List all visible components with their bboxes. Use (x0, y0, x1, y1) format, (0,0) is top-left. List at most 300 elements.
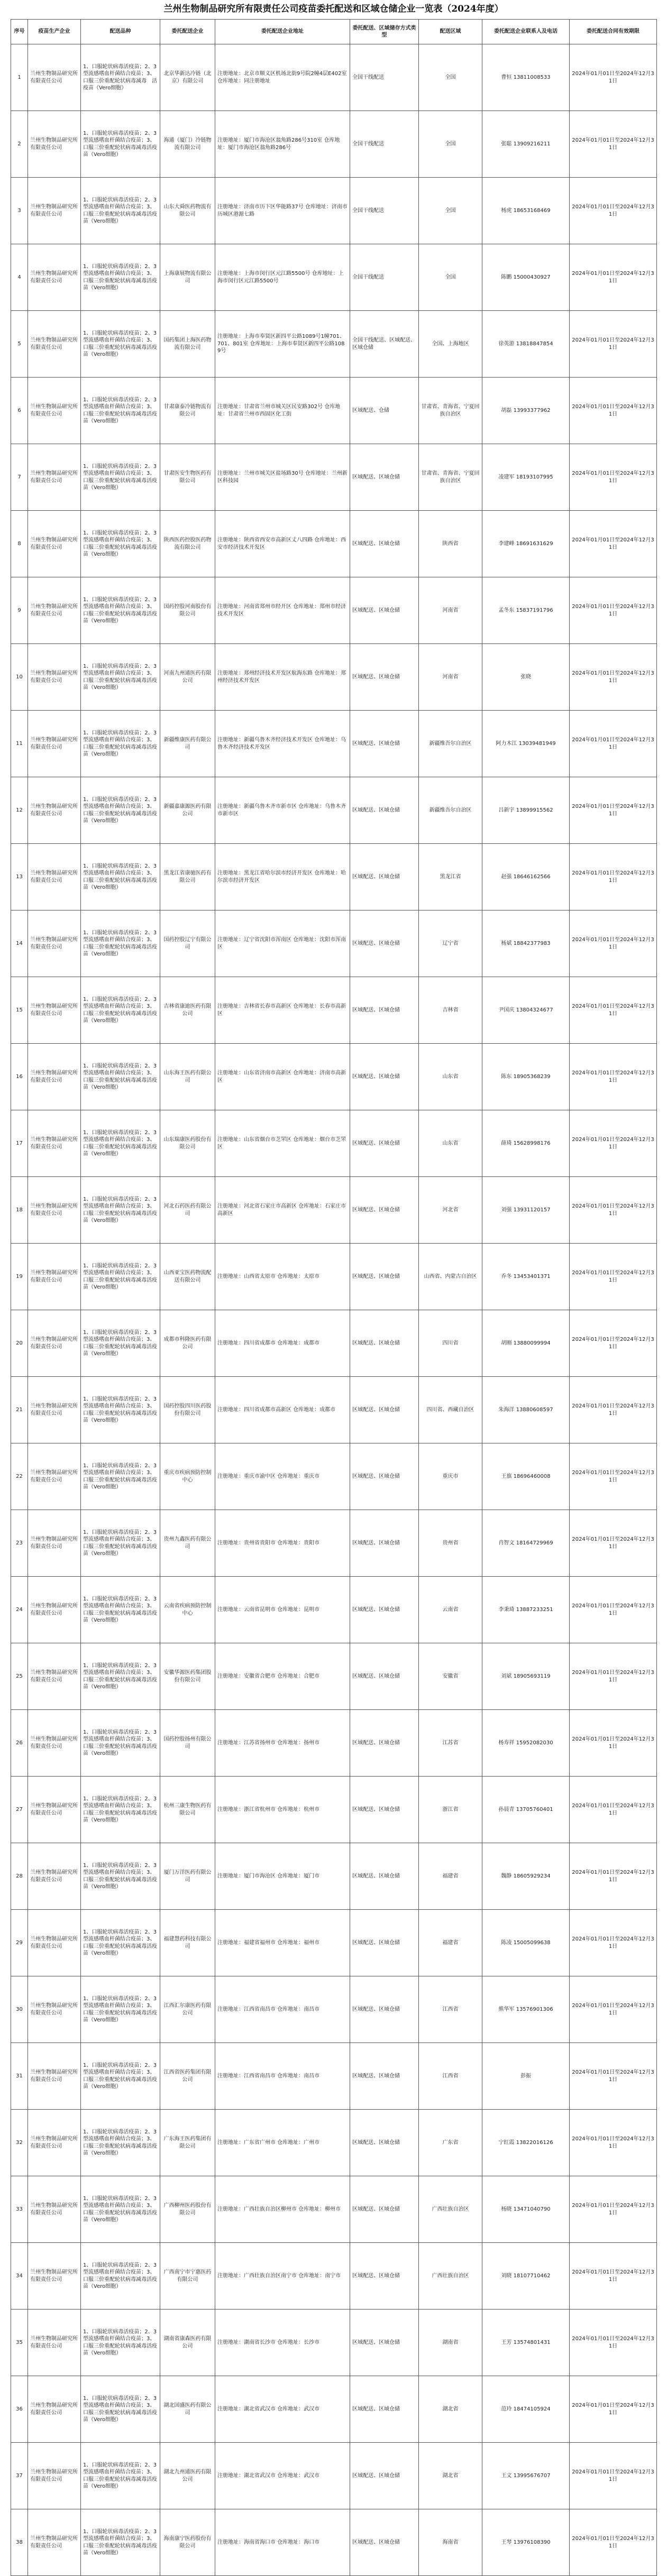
cell-period: 2024年01月01日至2024年12月31日 (570, 1777, 657, 1843)
table-row (11, 777, 657, 844)
table-row (11, 2110, 657, 2176)
cell-index: 13 (11, 844, 28, 910)
cell-products: 1、口服轮状病毒活疫苗；2、3型流感嗜血杆菌结合疫苗；3、口服三价重配轮状病毒减毒活疫苗（Vero细胞） (81, 1310, 160, 1377)
cell-period: 2024年01月01日至2024年12月31日 (570, 511, 657, 577)
cell-period: 2024年01月01日至2024年12月31日 (570, 1310, 657, 1377)
cell-consignee: 厦门万洋医药有限公司 (160, 1843, 215, 1910)
cell-scope: 江西省 (419, 1976, 482, 2043)
table-row (11, 44, 657, 111)
cell-consignee: 北京华新达冷链（北京）有限公司 (160, 44, 215, 111)
cell-consignee: 山东瑞康医药股份有限公司 (160, 1110, 215, 1177)
cell-contact: 孙晨青 13705760401 (482, 1777, 570, 1843)
cell-address: 注册地址：重庆市渝中区 仓库地址：重庆市 (215, 1443, 350, 1510)
cell-contact: 刘晓 18107710462 (482, 2243, 570, 2310)
cell-products: 1、口服轮状病毒活疫苗；2、3型流感嗜血杆菌结合疫苗；3、口服三价重配轮状病毒减毒活疫苗（Vero细胞） (81, 311, 160, 378)
cell-address: 注册地址：福建省福州市 仓库地址：福州市 (215, 1910, 350, 1976)
cell-type: 区域配送、区域仓储 (350, 1310, 419, 1377)
cell-type: 区域配送、仓储 (350, 378, 419, 444)
cell-type: 区域配送、区域仓储 (350, 1777, 419, 1843)
document-title: 兰州生物制品研究所有限责任公司疫苗委托配送和区域仓储企业一览表（2024年度） (163, 4, 504, 14)
cell-index: 21 (11, 1377, 28, 1443)
cell-period: 2024年01月01日至2024年12月31日 (570, 1910, 657, 1976)
cell-consignee: 湖北国盛医药有限公司 (160, 2376, 215, 2443)
cell-consignee: 云南省疾病预防控制中心 (160, 1577, 215, 1643)
cell-type: 区域配送、区域仓储 (350, 2110, 419, 2176)
cell-products: 1、口服轮状病毒活疫苗；2、3型流感嗜血杆菌结合疫苗；3、口服三价重配轮状病毒减毒活疫苗（Vero细胞） (81, 1443, 160, 1510)
cell-contact: 张聪 13909216211 (482, 111, 570, 178)
table-row (11, 1110, 657, 1177)
cell-type: 区域配送、区域仓储 (350, 777, 419, 844)
table-row (11, 511, 657, 577)
cell-type: 区域配送、区域仓储 (350, 711, 419, 777)
table-row (11, 1510, 657, 1577)
cell-period: 2024年01月01日至2024年12月31日 (570, 910, 657, 977)
cell-maker: 兰州生物制品研究所有限责任公司 (28, 1710, 81, 1777)
cell-maker: 兰州生物制品研究所有限责任公司 (28, 444, 81, 511)
cell-period: 2024年01月01日至2024年12月31日 (570, 1976, 657, 2043)
table-row (11, 711, 657, 777)
cell-products: 1、口服轮状病毒活疫苗；2、3型流感嗜血杆菌结合疫苗；3、口服三价重配轮状病毒减毒活疫苗（Vero细胞） (81, 1044, 160, 1110)
cell-products: 1、口服轮状病毒活疫苗；2、3型流感嗜血杆菌结合疫苗；3、口服三价重配轮状病毒减毒活疫苗（Vero细胞） (81, 178, 160, 244)
cell-scope: 安徽省 (419, 1643, 482, 1710)
cell-maker: 兰州生物制品研究所有限责任公司 (28, 1510, 81, 1577)
cell-period: 2024年01月01日至2024年12月31日 (570, 111, 657, 178)
cell-products: 1、口服轮状病毒活疫苗；2、3型流感嗜血杆菌结合疫苗；3、口服三价重配轮状病毒减毒活疫苗（Vero细胞） (81, 977, 160, 1044)
cell-maker: 兰州生物制品研究所有限责任公司 (28, 2110, 81, 2176)
cell-maker: 兰州生物制品研究所有限责任公司 (28, 910, 81, 977)
cell-contact: 胡刚 13880099994 (482, 1310, 570, 1377)
cell-contact: 陈鹏 15000430927 (482, 244, 570, 311)
table-row (11, 2243, 657, 2310)
cell-index: 14 (11, 910, 28, 977)
cell-contact: 杨斌 18842377983 (482, 910, 570, 977)
cell-scope: 甘肃省、青海省、宁夏回族自治区 (419, 378, 482, 444)
cell-period: 2024年01月01日至2024年12月31日 (570, 1044, 657, 1110)
table-row (11, 910, 657, 977)
cell-maker: 兰州生物制品研究所有限责任公司 (28, 1643, 81, 1710)
cell-products: 1、口服轮状病毒活疫苗；2、3型流感嗜血杆菌结合疫苗；3、口服三价重配轮状病毒减毒活疫苗（Vero细胞） (81, 2509, 160, 2576)
cell-maker: 兰州生物制品研究所有限责任公司 (28, 844, 81, 910)
cell-index: 12 (11, 777, 28, 844)
cell-index: 6 (11, 378, 28, 444)
cell-products: 1、口服轮状病毒活疫苗；2、3型流感嗜血杆菌结合疫苗；3、口服三价重配轮状病毒减毒活疫苗（Vero细胞） (81, 1577, 160, 1643)
cell-contact: 孟冬东 15837191796 (482, 577, 570, 644)
cell-type: 区域配送、区域仓储 (350, 1976, 419, 2043)
cell-products: 1、口服轮状病毒活疫苗；2、3型流感嗜血杆菌结合疫苗；3、口服三价重配轮状病毒减毒活疫苗（Vero细胞） (81, 644, 160, 711)
cell-consignee: 国药集团上海医药物流有限公司 (160, 311, 215, 378)
cell-maker: 兰州生物制品研究所有限责任公司 (28, 1244, 81, 1310)
cell-consignee: 山西亚宝医药物流配送有限公司 (160, 1244, 215, 1310)
cell-scope: 黑龙江省 (419, 844, 482, 910)
cell-products: 1、口服轮状病毒活疫苗；2、3型流感嗜血杆菌结合疫苗；3、口服三价重配轮状病毒减毒活疫苗（Vero细胞） (81, 2110, 160, 2176)
cell-products: 1、口服轮状病毒活疫苗；2、3型流感嗜血杆菌结合疫苗；3、口服三价重配轮状病毒减毒活疫苗（Vero细胞） (81, 577, 160, 644)
cell-scope: 云南省 (419, 1577, 482, 1643)
cell-address: 注册地址：四川省成都市高新区 仓库地址：成都市 (215, 1377, 350, 1443)
cell-maker: 兰州生物制品研究所有限责任公司 (28, 1843, 81, 1910)
col-header-period: 委托配送合同有效期限 (570, 20, 657, 44)
cell-scope: 全国 (419, 111, 482, 178)
cell-contact: 宁红霞 13822016126 (482, 2110, 570, 2176)
cell-address: 注册地址：甘肃省兰州市城关区民安路302号 仓库地址：甘肃省兰州市西固区化工街 (215, 378, 350, 444)
cell-contact: 杨虎 18653168469 (482, 178, 570, 244)
cell-contact: 刘强 13931120157 (482, 1177, 570, 1244)
cell-contact: 徐英游 13818847854 (482, 311, 570, 378)
cell-type: 全国干线配送 (350, 44, 419, 111)
col-header-maker: 疫苗生产企业 (28, 20, 81, 44)
cell-address: 注册地址：湖北省武汉市 仓库地址：武汉市 (215, 2443, 350, 2509)
cell-address: 注册地址：上海市闵行区元江路5500号 仓库地址：上海市闵行区元江路5500号 (215, 244, 350, 311)
cell-scope: 江苏省 (419, 1710, 482, 1777)
cell-period: 2024年01月01日至2024年12月31日 (570, 44, 657, 111)
cell-consignee: 福建慧药科技有限公司 (160, 1910, 215, 1976)
col-header-products: 配送品种 (81, 20, 160, 44)
table-row (11, 178, 657, 244)
cell-consignee: 海通（厦门）冷链物流有限公司 (160, 111, 215, 178)
table-row (11, 2376, 657, 2443)
cell-products: 1、口服轮状病毒活疫苗；2、3型流感嗜血杆菌结合疫苗；3、口服三价重配轮状病毒减毒活疫苗（Vero细胞） (81, 2376, 160, 2443)
cell-consignee: 陕西医药控股医药物流有限公司 (160, 511, 215, 577)
cell-products: 1、口服轮状病毒活疫苗；2、3型流感嗜血杆菌结合疫苗；3、口服三价重配轮状病毒减毒活疫苗（Vero细胞） (81, 1910, 160, 1976)
cell-products: 1、口服轮状病毒活疫苗；2、3型流感嗜血杆菌结合疫苗；3、口服三价重配轮状病毒减毒活疫苗（Vero细胞） (81, 1377, 160, 1443)
cell-consignee: 吉林省康迪医药有限公司 (160, 977, 215, 1044)
cell-contact: 李秉琦 13887233251 (482, 1577, 570, 1643)
cell-index: 29 (11, 1910, 28, 1976)
cell-period: 2024年01月01日至2024年12月31日 (570, 1510, 657, 1577)
table-row (11, 2509, 657, 2576)
cell-contact: 乔冬 13453401371 (482, 1244, 570, 1310)
cell-index: 1 (11, 44, 28, 111)
cell-maker: 兰州生物制品研究所有限责任公司 (28, 44, 81, 111)
cell-type: 区域配送、区域仓储 (350, 2310, 419, 2376)
cell-contact: 李建峰 18691631629 (482, 511, 570, 577)
cell-index: 19 (11, 1244, 28, 1310)
cell-address: 注册地址：陕西省西安市高新区丈八四路 仓库地址：西安市经济技术开发区 (215, 511, 350, 577)
cell-consignee: 国药控股扬州有限公司 (160, 1710, 215, 1777)
cell-maker: 兰州生物制品研究所有限责任公司 (28, 1577, 81, 1643)
cell-period: 2024年01月01日至2024年12月31日 (570, 1577, 657, 1643)
cell-index: 26 (11, 1710, 28, 1777)
cell-maker: 兰州生物制品研究所有限责任公司 (28, 311, 81, 378)
cell-address: 注册地址：山东省济南市高新区 仓库地址：济南市高新区 (215, 1044, 350, 1110)
col-header-contact: 委托配送企业联系人及电话 (482, 20, 570, 44)
table-row (11, 1710, 657, 1777)
cell-scope: 甘肃省、青海省、宁夏回族自治区 (419, 444, 482, 511)
cell-address: 注册地址：江西省南昌市 仓库地址：南昌市 (215, 1976, 350, 2043)
table-row (11, 1044, 657, 1110)
cell-consignee: 上海康展物流有限公司 (160, 244, 215, 311)
table-row (11, 311, 657, 378)
table-row (11, 1843, 657, 1910)
cell-scope: 重庆市 (419, 1443, 482, 1510)
cell-address: 注册地址：辽宁省沈阳市浑南区 仓库地址：沈阳市浑南区 (215, 910, 350, 977)
cell-contact: 胡磊 13993377962 (482, 378, 570, 444)
cell-maker: 兰州生物制品研究所有限责任公司 (28, 577, 81, 644)
cell-products: 1、口服轮状病毒活疫苗；2、3型流感嗜血杆菌结合疫苗；3、口服三价重配轮状病毒减毒活疫苗（Vero细胞） (81, 244, 160, 311)
cell-period: 2024年01月01日至2024年12月31日 (570, 178, 657, 244)
cell-address: 注册地址：吉林省长春市高新区 仓库地址：长春市高新区 (215, 977, 350, 1044)
table-row (11, 1244, 657, 1310)
cell-contact: 曹恒 13811008533 (482, 44, 570, 111)
cell-scope: 湖北省 (419, 2443, 482, 2509)
col-header-index: 序号 (11, 20, 28, 44)
cell-type: 全国干线配送 (350, 111, 419, 178)
cell-maker: 兰州生物制品研究所有限责任公司 (28, 2043, 81, 2110)
cell-maker: 兰州生物制品研究所有限责任公司 (28, 777, 81, 844)
cell-maker: 兰州生物制品研究所有限责任公司 (28, 2310, 81, 2376)
cell-maker: 兰州生物制品研究所有限责任公司 (28, 1044, 81, 1110)
cell-scope: 福建省 (419, 1910, 482, 1976)
cell-address: 注册地址：新疆乌鲁木齐市新市区 仓库地址：乌鲁木齐市新市区 (215, 777, 350, 844)
cell-scope: 湖南省 (419, 2310, 482, 2376)
cell-period: 2024年01月01日至2024年12月31日 (570, 1110, 657, 1177)
cell-maker: 兰州生物制品研究所有限责任公司 (28, 2376, 81, 2443)
cell-index: 4 (11, 244, 28, 311)
cell-consignee: 江西省医药集团有限公司 (160, 2043, 215, 2110)
cell-products: 1、口服轮状病毒活疫苗；2、3型流感嗜血杆菌结合疫苗；3、口服三价重配轮状病毒减毒活疫苗（Vero细胞） (81, 1710, 160, 1777)
cell-period: 2024年01月01日至2024年12月31日 (570, 1377, 657, 1443)
cell-index: 2 (11, 111, 28, 178)
cell-maker: 兰州生物制品研究所有限责任公司 (28, 1377, 81, 1443)
cell-index: 27 (11, 1777, 28, 1843)
table-row (11, 644, 657, 711)
cell-period: 2024年01月01日至2024年12月31日 (570, 1710, 657, 1777)
cell-address: 注册地址：上海市奉贤区新四平公路1089号1幢701、701、801室 仓库地址：上海市奉贤区新四平公路1089号 (215, 311, 350, 378)
cell-contact: 范玲 18474105924 (482, 2376, 570, 2443)
col-header-type: 委托配送、区域储存方式类型 (350, 20, 419, 44)
table-row (11, 1310, 657, 1377)
cell-consignee: 杭州三康生物医药有限公司 (160, 1777, 215, 1843)
cell-scope: 新疆维吾尔自治区 (419, 777, 482, 844)
cell-consignee: 国药控股河南股份有限公司 (160, 577, 215, 644)
cell-period: 2024年01月01日至2024年12月31日 (570, 2376, 657, 2443)
cell-address: 注册地址：新疆乌鲁木齐经济技术开发区 仓库地址：乌鲁木齐经济技术开发区 (215, 711, 350, 777)
cell-address: 注册地址：河南省郑州市经开区 仓库地址：郑州市经济技术开发区 (215, 577, 350, 644)
cell-contact: 刘斌 18905693119 (482, 1643, 570, 1710)
table-row (11, 444, 657, 511)
cell-contact: 薛琦 15628998176 (482, 1110, 570, 1177)
cell-consignee: 甘肃康泰冷链物流有限公司 (160, 378, 215, 444)
cell-index: 25 (11, 1643, 28, 1710)
cell-period: 2024年01月01日至2024年12月31日 (570, 311, 657, 378)
cell-products: 1、口服轮状病毒活疫苗；2、3型流感嗜血杆菌结合疫苗；3、口服三价重配轮状病毒减毒活疫苗（Vero细胞） (81, 1777, 160, 1843)
cell-index: 30 (11, 1976, 28, 2043)
cell-address: 注册地址：云南省昆明市 仓库地址：昆明市 (215, 1577, 350, 1643)
cell-period: 2024年01月01日至2024年12月31日 (570, 2043, 657, 2110)
cell-period: 2024年01月01日至2024年12月31日 (570, 2310, 657, 2376)
cell-consignee: 重庆市疾病预防控制中心 (160, 1443, 215, 1510)
cell-period: 2024年01月01日至2024年12月31日 (570, 2176, 657, 2243)
cell-scope: 广西壮族自治区 (419, 2243, 482, 2310)
cell-maker: 兰州生物制品研究所有限责任公司 (28, 178, 81, 244)
cell-address: 注册地址：海南省海口市 仓库地址：海口市 (215, 2509, 350, 2576)
cell-maker: 兰州生物制品研究所有限责任公司 (28, 111, 81, 178)
cell-contact: 朱海洋 13880608597 (482, 1377, 570, 1443)
cell-address: 注册地址：山西省太原市 仓库地址：太原市 (215, 1244, 350, 1310)
cell-period: 2024年01月01日至2024年12月31日 (570, 2243, 657, 2310)
cell-period: 2024年01月01日至2024年12月31日 (570, 977, 657, 1044)
cell-type: 区域配送、区域仓储 (350, 1244, 419, 1310)
cell-type: 区域配送、区域仓储 (350, 2443, 419, 2509)
table-row (11, 1976, 657, 2043)
cell-period: 2024年01月01日至2024年12月31日 (570, 2110, 657, 2176)
cell-address: 注册地址：广西壮族自治区南宁市 仓库地址：南宁市 (215, 2243, 350, 2310)
cell-period: 2024年01月01日至2024年12月31日 (570, 378, 657, 444)
cell-maker: 兰州生物制品研究所有限责任公司 (28, 711, 81, 777)
cell-scope: 江西省 (419, 2043, 482, 2110)
cell-products: 1、口服轮状病毒活疫苗；2、3型流感嗜血杆菌结合疫苗；3、口服三价重配轮状病毒减毒活疫苗（Vero细胞） (81, 1976, 160, 2043)
table-row (11, 2176, 657, 2243)
cell-consignee: 新疆嘉康源医药有限公司 (160, 777, 215, 844)
cell-scope: 湖北省 (419, 2376, 482, 2443)
cell-index: 3 (11, 178, 28, 244)
cell-address: 注册地址：四川省成都市 仓库地址：成都市 (215, 1310, 350, 1377)
cell-maker: 兰州生物制品研究所有限责任公司 (28, 1110, 81, 1177)
cell-period: 2024年01月01日至2024年12月31日 (570, 2443, 657, 2509)
cell-consignee: 河南九州通医药有限公司 (160, 644, 215, 711)
cell-period: 2024年01月01日至2024年12月31日 (570, 1244, 657, 1310)
cell-scope: 四川省、西藏自治区 (419, 1377, 482, 1443)
cell-type: 区域配送、区域仓储 (350, 1110, 419, 1177)
cell-maker: 兰州生物制品研究所有限责任公司 (28, 378, 81, 444)
cell-scope: 全国 (419, 44, 482, 111)
cell-consignee: 河北石药医药有限公司 (160, 1177, 215, 1244)
cell-index: 31 (11, 2043, 28, 2110)
cell-contact: 吕新宇 13899915562 (482, 777, 570, 844)
cell-contact: 陈凌 15005099638 (482, 1910, 570, 1976)
cell-scope: 福建省 (419, 1843, 482, 1910)
cell-scope: 全国 (419, 178, 482, 244)
cell-period: 2024年01月01日至2024年12月31日 (570, 244, 657, 311)
cell-period: 2024年01月01日至2024年12月31日 (570, 444, 657, 511)
cell-products: 1、口服轮状病毒活疫苗；2、3型流感嗜血杆菌结合疫苗；3、口服三价重配轮状病毒减毒活疫苗（Vero细胞） (81, 1510, 160, 1577)
table-row (11, 577, 657, 644)
cell-index: 32 (11, 2110, 28, 2176)
cell-period: 2024年01月01日至2024年12月31日 (570, 711, 657, 777)
cell-type: 区域配送、区域仓储 (350, 1910, 419, 1976)
cell-index: 23 (11, 1510, 28, 1577)
cell-address: 注册地址：兰州市城关区盐场路30号 仓库地址：兰州新区科技园 (215, 444, 350, 511)
cell-contact: 赵强 18646162566 (482, 844, 570, 910)
cell-scope: 河南省 (419, 577, 482, 644)
cell-index: 10 (11, 644, 28, 711)
cell-address: 注册地址：黑龙江省哈尔滨市经济开发区 仓库地址：哈尔滨市经济开发区 (215, 844, 350, 910)
cell-consignee: 广东海王医药集团有限公司 (160, 2110, 215, 2176)
cell-maker: 兰州生物制品研究所有限责任公司 (28, 2243, 81, 2310)
cell-scope: 广东省 (419, 2110, 482, 2176)
cell-period: 2024年01月01日至2024年12月31日 (570, 2509, 657, 2576)
cell-maker: 兰州生物制品研究所有限责任公司 (28, 1443, 81, 1510)
cell-scope: 全国 (419, 244, 482, 311)
cell-consignee: 湖南省康森医药有限公司 (160, 2310, 215, 2376)
cell-type: 区域配送、区域仓储 (350, 1577, 419, 1643)
cell-index: 17 (11, 1110, 28, 1177)
cell-contact: 彭振 (482, 2043, 570, 2110)
cell-type: 区域配送、区域仓储 (350, 2243, 419, 2310)
cell-period: 2024年01月01日至2024年12月31日 (570, 1643, 657, 1710)
cell-scope: 全国、上海地区 (419, 311, 482, 378)
cell-type: 区域配送、区域仓储 (350, 511, 419, 577)
cell-index: 36 (11, 2376, 28, 2443)
cell-address: 注册地址：浙江省杭州市 仓库地址：杭州市 (215, 1777, 350, 1843)
cell-type: 区域配送、区域仓储 (350, 2509, 419, 2576)
cell-address: 注册地址：安徽省合肥市 仓库地址：合肥市 (215, 1643, 350, 1710)
cell-scope: 山西省、内蒙古自治区 (419, 1244, 482, 1310)
cell-maker: 兰州生物制品研究所有限责任公司 (28, 244, 81, 311)
cell-contact: 王琴 13976108390 (482, 2509, 570, 2576)
cell-maker: 兰州生物制品研究所有限责任公司 (28, 977, 81, 1044)
table-row (11, 2443, 657, 2509)
cell-index: 34 (11, 2243, 28, 2310)
cell-scope: 新疆维吾尔自治区 (419, 711, 482, 777)
cell-consignee: 国药控股四川医药股份有限公司 (160, 1377, 215, 1443)
cell-index: 11 (11, 711, 28, 777)
cell-index: 38 (11, 2509, 28, 2576)
cell-contact: 张晓 (482, 644, 570, 711)
cell-contact: 王旗 18696460008 (482, 1443, 570, 1510)
cell-products: 1、口服轮状病毒活疫苗；2、3型流感嗜血杆菌结合疫苗；3、口服三价重配轮状病毒减毒活疫苗（Vero细胞） (81, 111, 160, 178)
cell-scope: 山东省 (419, 1044, 482, 1110)
cell-consignee: 新疆维康医药有限公司 (160, 711, 215, 777)
cell-consignee: 安徽华源医药集团股份有限公司 (160, 1643, 215, 1710)
cell-address: 注册地址：厦门市海沧区 仓库地址：厦门市 (215, 1843, 350, 1910)
cell-type: 区域配送、区域仓储 (350, 1044, 419, 1110)
cell-period: 2024年01月01日至2024年12月31日 (570, 1843, 657, 1910)
cell-address: 注册地址：厦门市海沧区翁角路286号310室 仓库地址：厦门市海沧区翁角路286号 (215, 111, 350, 178)
cell-contact: 杨寿祥 15952082030 (482, 1710, 570, 1777)
table-row (11, 1910, 657, 1976)
table-row (11, 1577, 657, 1643)
cell-products: 1、口服轮状病毒活疫苗；2、3型流感嗜血杆菌结合疫苗；3、口服三价重配轮状病毒减毒活疫苗（Vero细胞） (81, 2243, 160, 2310)
cell-consignee: 山东大舜医药物流有限公司 (160, 178, 215, 244)
cell-products: 1、口服轮状病毒活疫苗；2、3型流感嗜血杆菌结合疫苗；3、口服三价重配轮状病毒减毒活疫苗（Vero细胞） (81, 378, 160, 444)
cell-address: 注册地址：江苏省扬州市 仓库地址：扬州市 (215, 1710, 350, 1777)
cell-products: 1、口服轮状病毒活疫苗；2、3型流感嗜血杆菌结合疫苗；3、口服三价重配轮状病毒减毒活疫苗（Vero细胞） (81, 1110, 160, 1177)
table-row (11, 378, 657, 444)
table-row (11, 111, 657, 178)
cell-type: 全国干线配送、区域配送、区域仓储 (350, 311, 419, 378)
table-row (11, 1443, 657, 1510)
cell-contact: 陈东 18905368239 (482, 1044, 570, 1110)
cell-address: 注册地址：贵州省贵阳市 仓库地址：贵阳市 (215, 1510, 350, 1577)
cell-products: 1、口服轮状病毒活疫苗；2、3型流感嗜血杆菌结合疫苗；3、口服三价重配轮状病毒减毒活疫苗（Vero细胞） (81, 711, 160, 777)
cell-consignee: 湖北九州通医药有限公司 (160, 2443, 215, 2509)
cell-address: 注册地址：湖南省长沙市 仓库地址：长沙市 (215, 2310, 350, 2376)
cell-consignee: 国药控股辽宁有限公司 (160, 910, 215, 977)
cell-index: 15 (11, 977, 28, 1044)
cell-contact: 阿力木江 13039481949 (482, 711, 570, 777)
cell-index: 33 (11, 2176, 28, 2243)
cell-maker: 兰州生物制品研究所有限责任公司 (28, 1910, 81, 1976)
cell-type: 区域配送、区域仓储 (350, 1843, 419, 1910)
cell-consignee: 贵州九鑫医药有限公司 (160, 1510, 215, 1577)
cell-index: 18 (11, 1177, 28, 1244)
cell-consignee: 广西南宁市宁惠医药有限公司 (160, 2243, 215, 2310)
cell-products: 1、口服轮状病毒活疫苗；2、3型流感嗜血杆菌结合疫苗；3、口服三价重配轮状病毒减毒活疫苗（Vero细胞） (81, 910, 160, 977)
cell-type: 区域配送、区域仓储 (350, 977, 419, 1044)
cell-period: 2024年01月01日至2024年12月31日 (570, 644, 657, 711)
cell-address: 注册地址：湖北省武汉市 仓库地址：武汉市 (215, 2376, 350, 2443)
table-body (11, 44, 657, 2576)
cell-maker: 兰州生物制品研究所有限责任公司 (28, 2443, 81, 2509)
cell-type: 全国干线配送 (350, 178, 419, 244)
cell-products: 1、口服轮状病毒活疫苗；2、3型流感嗜血杆菌结合疫苗；3、口服三价重配轮状病毒减毒活疫苗（Vero细胞） (81, 1643, 160, 1710)
cell-maker: 兰州生物制品研究所有限责任公司 (28, 1777, 81, 1843)
table-row (11, 2043, 657, 2110)
cell-scope: 贵州省 (419, 1510, 482, 1577)
cell-products: 1、口服轮状病毒活疫苗；2、3型流感嗜血杆菌结合疫苗；3、口服三价重配轮状病毒减毒活疫苗（Vero细胞） (81, 1843, 160, 1910)
col-header-scope: 配送区域 (419, 20, 482, 44)
cell-index: 8 (11, 511, 28, 577)
